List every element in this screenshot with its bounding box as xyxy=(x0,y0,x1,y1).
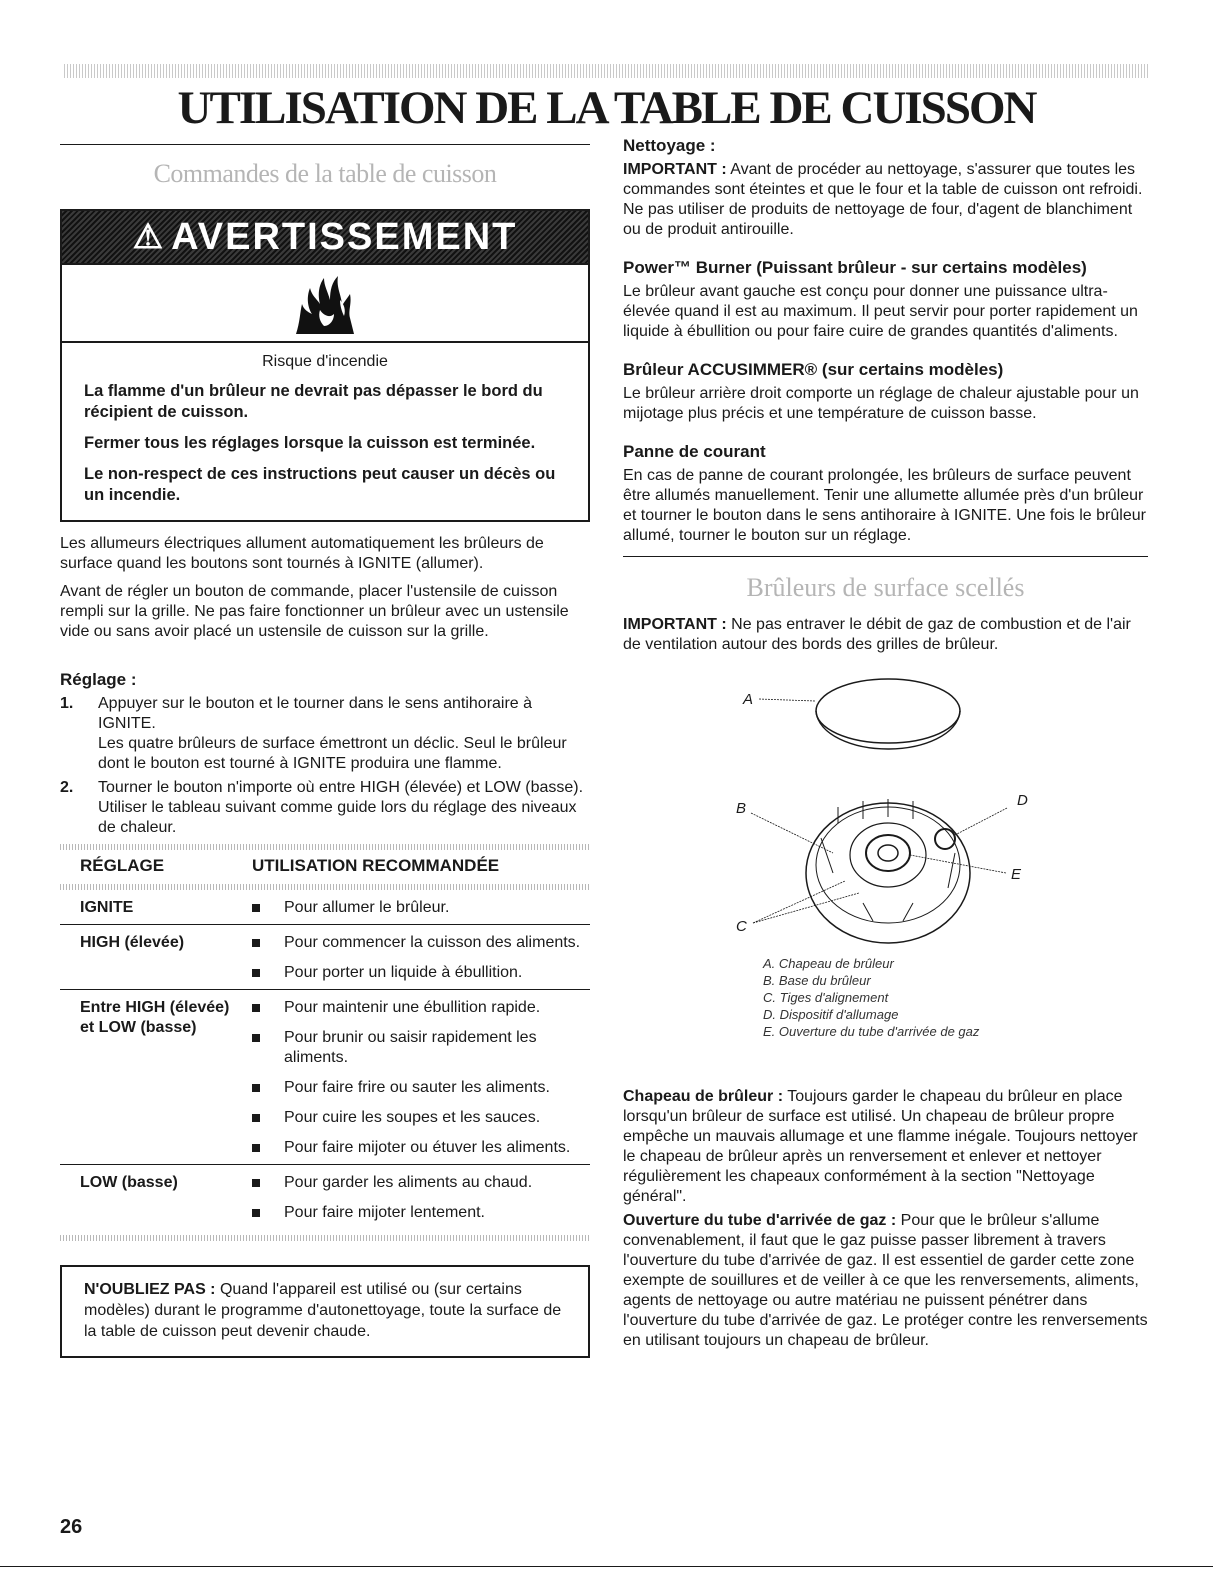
diagram-label-b: B xyxy=(736,800,747,817)
leader-line-a xyxy=(759,699,815,701)
intro-paragraph: Avant de régler un bouton de commande, placer l'ustensile de cuisson rempli sur la grille. Ne pas faire fonctionner un brûleur avec un ustensile vide ou sans avoir placé un ustensile de cuisson sur la grille. xyxy=(60,583,569,640)
warning-body xyxy=(62,343,588,520)
burner-diagram xyxy=(623,673,1148,1039)
page-title: UTILISATION DE LA TABLE DE CUISSON xyxy=(177,82,1036,134)
accusimmer-text: Le brûleur arrière droit comporte un réglage de chaleur ajustable pour un mijotage plus précis et une température de cuisson basse. xyxy=(623,385,1139,422)
table-cell-uses xyxy=(252,925,590,990)
use-text: Pour maintenir une ébullition rapide. xyxy=(284,999,541,1016)
diagram-caption: A. Chapeau de brûleur xyxy=(763,956,894,971)
table-header-use: UTILISATION RECOMMANDÉE xyxy=(252,856,500,875)
diagram-caption: E. Ouverture du tube d'arrivée de gaz xyxy=(763,1024,980,1039)
use-text: Pour cuire les soupes et les sauces. xyxy=(284,1109,541,1126)
table-cell-uses xyxy=(252,990,590,1165)
bullet-square-icon xyxy=(252,1034,260,1042)
accusimmer-section xyxy=(623,360,1148,424)
warning-header xyxy=(62,211,588,263)
table-row xyxy=(60,925,590,990)
step-number: 2. xyxy=(60,779,74,796)
warning-risk-label: Risque d'incendie xyxy=(262,353,388,370)
right-column xyxy=(623,136,1148,1355)
diagram-label-a: A xyxy=(743,691,754,708)
step-extra: Les quatre brûleurs de surface émettront un déclic. Seul le brûleur dont le bouton est tourné à IGNITE produira une flamme. xyxy=(98,735,567,772)
use-item xyxy=(252,1028,590,1068)
table-cell-uses xyxy=(252,1165,590,1230)
use-item xyxy=(252,1078,590,1098)
use-item xyxy=(252,898,590,918)
use-item xyxy=(252,1138,590,1158)
step-number: 1. xyxy=(60,695,74,712)
step-text: Tourner le bouton n'importe où entre HIGH (élevée) et LOW (basse). Utiliser le tableau suivant comme guide lors du réglage des niveaux de chaleur. xyxy=(98,779,584,836)
reminder-note-box xyxy=(60,1265,590,1358)
table-bottom-rule xyxy=(60,1235,590,1241)
warning-line: La flamme d'un brûleur ne devrait pas dépasser le bord du récipient de cuisson. xyxy=(84,382,543,421)
section-rule xyxy=(60,144,590,145)
accusimmer-heading: Brûleur ACCUSIMMER® (sur certains modèles) xyxy=(623,360,1004,379)
bullet-square-icon xyxy=(252,1084,260,1092)
use-text: Pour garder les aliments au chaud. xyxy=(284,1174,533,1191)
cleaning-heading: Nettoyage : xyxy=(623,136,716,155)
table-header-setting: RÉGLAGE xyxy=(80,856,165,875)
table-cell-setting: LOW (basse) xyxy=(60,1165,252,1230)
warning-line: Le non-respect de ces instructions peut causer un décès ou un incendie. xyxy=(84,465,556,504)
table-cell-setting: Entre HIGH (élevée) et LOW (basse) xyxy=(60,990,252,1165)
table-cell-setting: IGNITE xyxy=(80,899,134,916)
fire-icon xyxy=(290,270,360,336)
diagram-label-c: C xyxy=(736,918,747,935)
sealed-important-label: IMPORTANT : xyxy=(623,616,727,633)
burner-cap-paragraph xyxy=(623,1087,1148,1207)
use-text: Pour porter un liquide à ébullition. xyxy=(284,964,523,981)
bullet-square-icon xyxy=(252,1144,260,1152)
warning-icon-row xyxy=(62,263,588,343)
step-text: Appuyer sur le bouton et le tourner dans le sens antihoraire à IGNITE. xyxy=(98,695,533,732)
step-item xyxy=(60,778,590,838)
setting-steps xyxy=(60,694,590,838)
use-item xyxy=(252,933,590,953)
bullet-square-icon xyxy=(252,969,260,977)
warning-triangle-icon: ⚠ xyxy=(132,218,166,256)
left-column xyxy=(60,144,590,1358)
cleaning-section xyxy=(623,136,1148,240)
table-row xyxy=(60,890,590,925)
use-item xyxy=(252,1203,590,1223)
intro-paragraph: Les allumeurs électriques allument automatiquement les brûleurs de surface quand les boutons sont tournés à IGNITE (allumer). xyxy=(60,535,544,572)
burner-cap-text: Toujours garder le chapeau du brûleur en place lorsqu'un brûleur de surface est utilisé. Un chapeau de brûleur propre empêche un mauvais allumage et une flamme inégale. Toujours nettoyer le chapeau de brûleur après un renversement et enlever et nettoyer régulièrement les chapeaux conformément à la section "Nettoyage général". xyxy=(623,1088,1138,1205)
sealed-important-text: Ne pas entraver le débit de gaz de combustion et de l'air de ventilation autour des bords des grilles de brûleur. xyxy=(623,616,1131,653)
bullet-square-icon xyxy=(252,1209,260,1217)
section-rule xyxy=(623,556,1148,557)
step-item xyxy=(60,694,590,774)
use-text: Pour brunir ou saisir rapidement les aliments. xyxy=(284,1029,537,1066)
reminder-text: Quand l'appareil est utilisé ou (sur certains modèles) durant le programme d'autonettoyage, toute la surface de la table de cuisson peut devenir chaude. xyxy=(84,1281,562,1340)
leader-line-d xyxy=(955,808,1007,835)
top-decorative-stripe xyxy=(64,64,1150,78)
diagram-caption-list xyxy=(763,955,979,1040)
gas-tube-text: Pour que le brûleur s'allume convenablement, il faut que le gaz puisse passer librement à travers l'ouverture du tube d'arrivée de gaz. Il est essentiel de garder cette zone exempte de souillures et de veiller à ce que les renversements, aliments, agents de nettoyage ou autre matériau ne puissent pénétrer dans l'ouverture du tube d'arrivée de gaz. Le protéger contre les renversements en utilisant toujours un chapeau de brûleur. xyxy=(623,1212,1148,1349)
use-text: Pour faire mijoter ou étuver les aliments. xyxy=(284,1139,571,1156)
bullet-square-icon xyxy=(252,1004,260,1012)
use-text: Pour faire frire ou sauter les aliments. xyxy=(284,1079,550,1096)
use-item xyxy=(252,963,590,983)
table-row xyxy=(60,1165,590,1230)
burner-cap-shape xyxy=(816,679,960,743)
table-row xyxy=(60,990,590,1165)
bullet-square-icon xyxy=(252,1179,260,1187)
page-number: 26 xyxy=(60,1516,83,1538)
burner-diagram-svg xyxy=(623,673,1148,1003)
burner-base-shape xyxy=(806,803,970,943)
settings-table xyxy=(60,850,590,1229)
section-heading-cooktop-controls: Commandes de la table de cuisson xyxy=(153,159,497,188)
use-item xyxy=(252,1173,590,1193)
power-outage-text: En cas de panne de courant prolongée, les brûleurs de surface peuvent être allumés manuellement. Tenir une allumette allumée près d'un brûleur et tourner le bouton dans le sens antihoraire à IGNITE. Une fois le brûleur allumé, tourner le bouton sur un réglage. xyxy=(623,467,1146,544)
power-burner-text: Le brûleur avant gauche est conçu pour donner une puissance ultra-élevée quand il est au maximum. Il peut servir pour porter rapidement un liquide à ébullition ou pour faire cuire de grandes quantités d'aliments. xyxy=(623,283,1138,340)
warning-box xyxy=(60,209,590,522)
use-item xyxy=(252,998,590,1018)
burner-cap-label: Chapeau de brûleur : xyxy=(623,1088,784,1105)
diagram-caption: C. Tiges d'alignement xyxy=(763,990,889,1005)
reminder-label: N'OUBLIEZ PAS : xyxy=(84,1281,216,1298)
use-text: Pour faire mijoter lentement. xyxy=(284,1204,485,1221)
power-outage-heading: Panne de courant xyxy=(623,442,766,461)
power-burner-heading: Power™ Burner (Puissant brûleur - sur certains modèles) xyxy=(623,258,1087,277)
setting-heading: Réglage : xyxy=(60,670,137,689)
cleaning-label: IMPORTANT : xyxy=(623,161,727,178)
gas-tube-paragraph xyxy=(623,1211,1148,1351)
warning-title: AVERTISSEMENT xyxy=(171,215,518,258)
cleaning-text xyxy=(623,160,1148,240)
bullet-square-icon xyxy=(252,904,260,912)
diagram-label-e: E xyxy=(1011,866,1022,883)
bullet-square-icon xyxy=(252,1114,260,1122)
use-text: Pour commencer la cuisson des aliments. xyxy=(284,934,581,951)
diagram-caption: D. Dispositif d'allumage xyxy=(763,1007,899,1022)
use-text: Pour allumer le brûleur. xyxy=(284,899,450,916)
warning-line: Fermer tous les réglages lorsque la cuisson est terminée. xyxy=(84,434,536,452)
power-burner-section xyxy=(623,258,1148,342)
diagram-caption: B. Base du brûleur xyxy=(763,973,871,988)
cleaning-body: Avant de procéder au nettoyage, s'assurer que toutes les commandes sont éteintes et que le four et la table de cuisson ont refroidi. Ne pas utiliser de produits de nettoyage de four, d'agent de blanchiment ou de produit antirouille. xyxy=(623,161,1143,238)
table-cell-setting: HIGH (élevée) xyxy=(60,925,252,990)
table-cell-uses xyxy=(252,890,590,925)
bottom-rule xyxy=(0,1566,1213,1567)
section-heading-sealed-burners: Brûleurs de surface scellés xyxy=(746,573,1025,602)
gas-tube-label: Ouverture du tube d'arrivée de gaz : xyxy=(623,1212,897,1229)
power-outage-section xyxy=(623,442,1148,546)
bullet-square-icon xyxy=(252,939,260,947)
use-item xyxy=(252,1108,590,1128)
diagram-label-d: D xyxy=(1017,792,1028,809)
table-header-row xyxy=(60,850,590,884)
sealed-important xyxy=(623,615,1148,655)
